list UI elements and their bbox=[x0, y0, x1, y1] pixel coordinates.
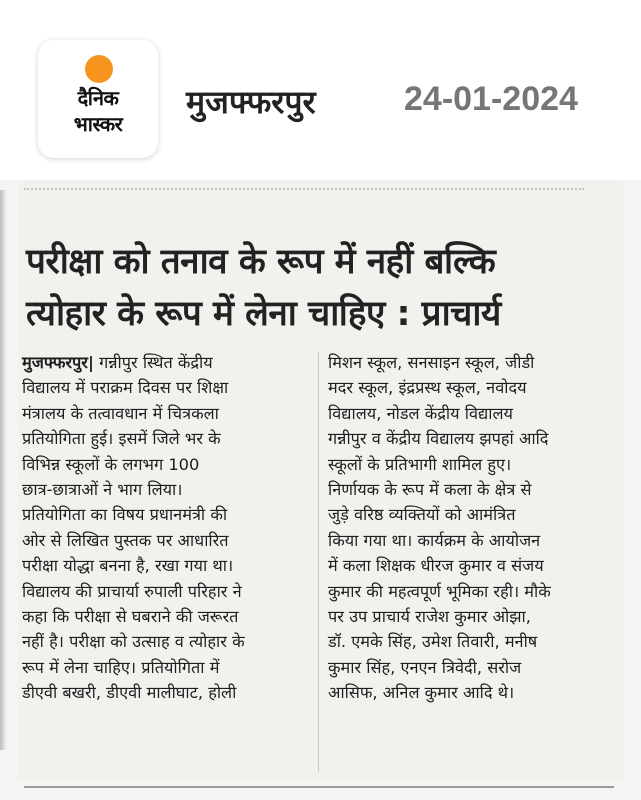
body-line: मंत्रालय के तत्वावधान में चित्रकला bbox=[22, 403, 219, 423]
headline-line: त्योहार के रूप में लेना चाहिए : प्राचार्य bbox=[26, 294, 501, 334]
logo-text-line2: भास्कर bbox=[73, 112, 123, 136]
body-line: ओर से लिखित पुस्तक पर आधारित bbox=[22, 530, 229, 550]
body-line bbox=[22, 350, 312, 375]
body-line: किया गया था। कार्यक्रम के आयोजन bbox=[328, 530, 541, 550]
body-line: गन्नीपुर व केंद्रीय विद्यालय झपहां आदि bbox=[328, 429, 549, 449]
article-column-left bbox=[22, 350, 312, 706]
body-line: कहा कि परीक्षा से घबराने की जरूरत bbox=[22, 607, 239, 627]
body-line: विद्यालय, नोडल केंद्रीय विद्यालय bbox=[328, 403, 513, 423]
body-line: कुमार सिंह, एनएन त्रिवेदी, सरोज bbox=[328, 657, 522, 677]
sun-icon bbox=[85, 55, 113, 83]
body-line: जुड़े वरिष्ठ व्यक्तियों को आमंत्रित bbox=[328, 505, 516, 525]
article-headline bbox=[26, 236, 606, 340]
body-line: कुमार की महत्वपूर्ण भूमिका रही। मौके bbox=[328, 581, 551, 601]
body-line: विभिन्न स्कूलों के लगभग 100 bbox=[22, 454, 200, 474]
headline-line: परीक्षा को तनाव के रूप में नहीं बल्कि bbox=[26, 242, 496, 282]
page-edge bbox=[0, 190, 6, 750]
body-line: डीएवी बखरी, डीएवी मालीघाट, होली bbox=[22, 683, 237, 703]
body-line: निर्णायक के रूप में कला के क्षेत्र से bbox=[328, 480, 532, 500]
article-column-right bbox=[328, 350, 618, 706]
edition-date: 24-01-2024 bbox=[404, 80, 578, 118]
body-line: आसिफ, अनिल कुमार आदि थे। bbox=[328, 683, 515, 703]
edition-city: मुजफ्फरपुर bbox=[186, 83, 316, 121]
body-line: प्रतियोगिता हुई। इसमें जिले भर के bbox=[22, 429, 221, 449]
body-line: मिशन स्कूल, सनसाइन स्कूल, जीडी bbox=[328, 353, 535, 372]
body-line: नहीं है। परीक्षा को उत्साह व त्योहार के bbox=[22, 632, 245, 652]
bottom-rule bbox=[24, 786, 614, 788]
body-line: रूप में लेना चाहिए। प्रतियोगिता में bbox=[22, 657, 220, 677]
dateline: मुजफ्फरपुर| bbox=[22, 353, 94, 372]
page-header bbox=[0, 0, 641, 180]
logo-text-line1: दैनिक bbox=[77, 86, 119, 110]
body-line: विद्यालय में पराक्रम दिवस पर शिक्षा bbox=[22, 378, 229, 398]
body-line: छात्र-छात्राओं ने भाग लिया। bbox=[22, 480, 183, 500]
body-line: में कला शिक्षक धीरज कुमार व संजय bbox=[328, 556, 544, 576]
body-line: मदर स्कूल, इंद्रप्रस्थ स्कूल, नवोदय bbox=[328, 378, 527, 398]
body-line: पर उप प्राचार्य राजेश कुमार ओझा, bbox=[328, 607, 531, 627]
body-line-text: गन्नीपुर स्थित केंद्रीय bbox=[99, 353, 213, 372]
body-line: प्रतियोगिता का विषय प्रधानमंत्री की bbox=[22, 505, 228, 525]
body-line: परीक्षा योद्धा बनना है, रखा गया था। bbox=[22, 556, 234, 576]
body-line: स्कूलों के प्रतिभागी शामिल हुए। bbox=[328, 454, 512, 474]
dainik-bhaskar-logo bbox=[38, 40, 158, 158]
column-divider bbox=[318, 352, 319, 772]
body-line: डॉ. एमके सिंह, उमेश तिवारी, मनीष bbox=[328, 632, 538, 652]
body-line: विद्यालय की प्राचार्या रुपाली परिहार ने bbox=[22, 581, 242, 601]
cut-line bbox=[24, 188, 584, 198]
